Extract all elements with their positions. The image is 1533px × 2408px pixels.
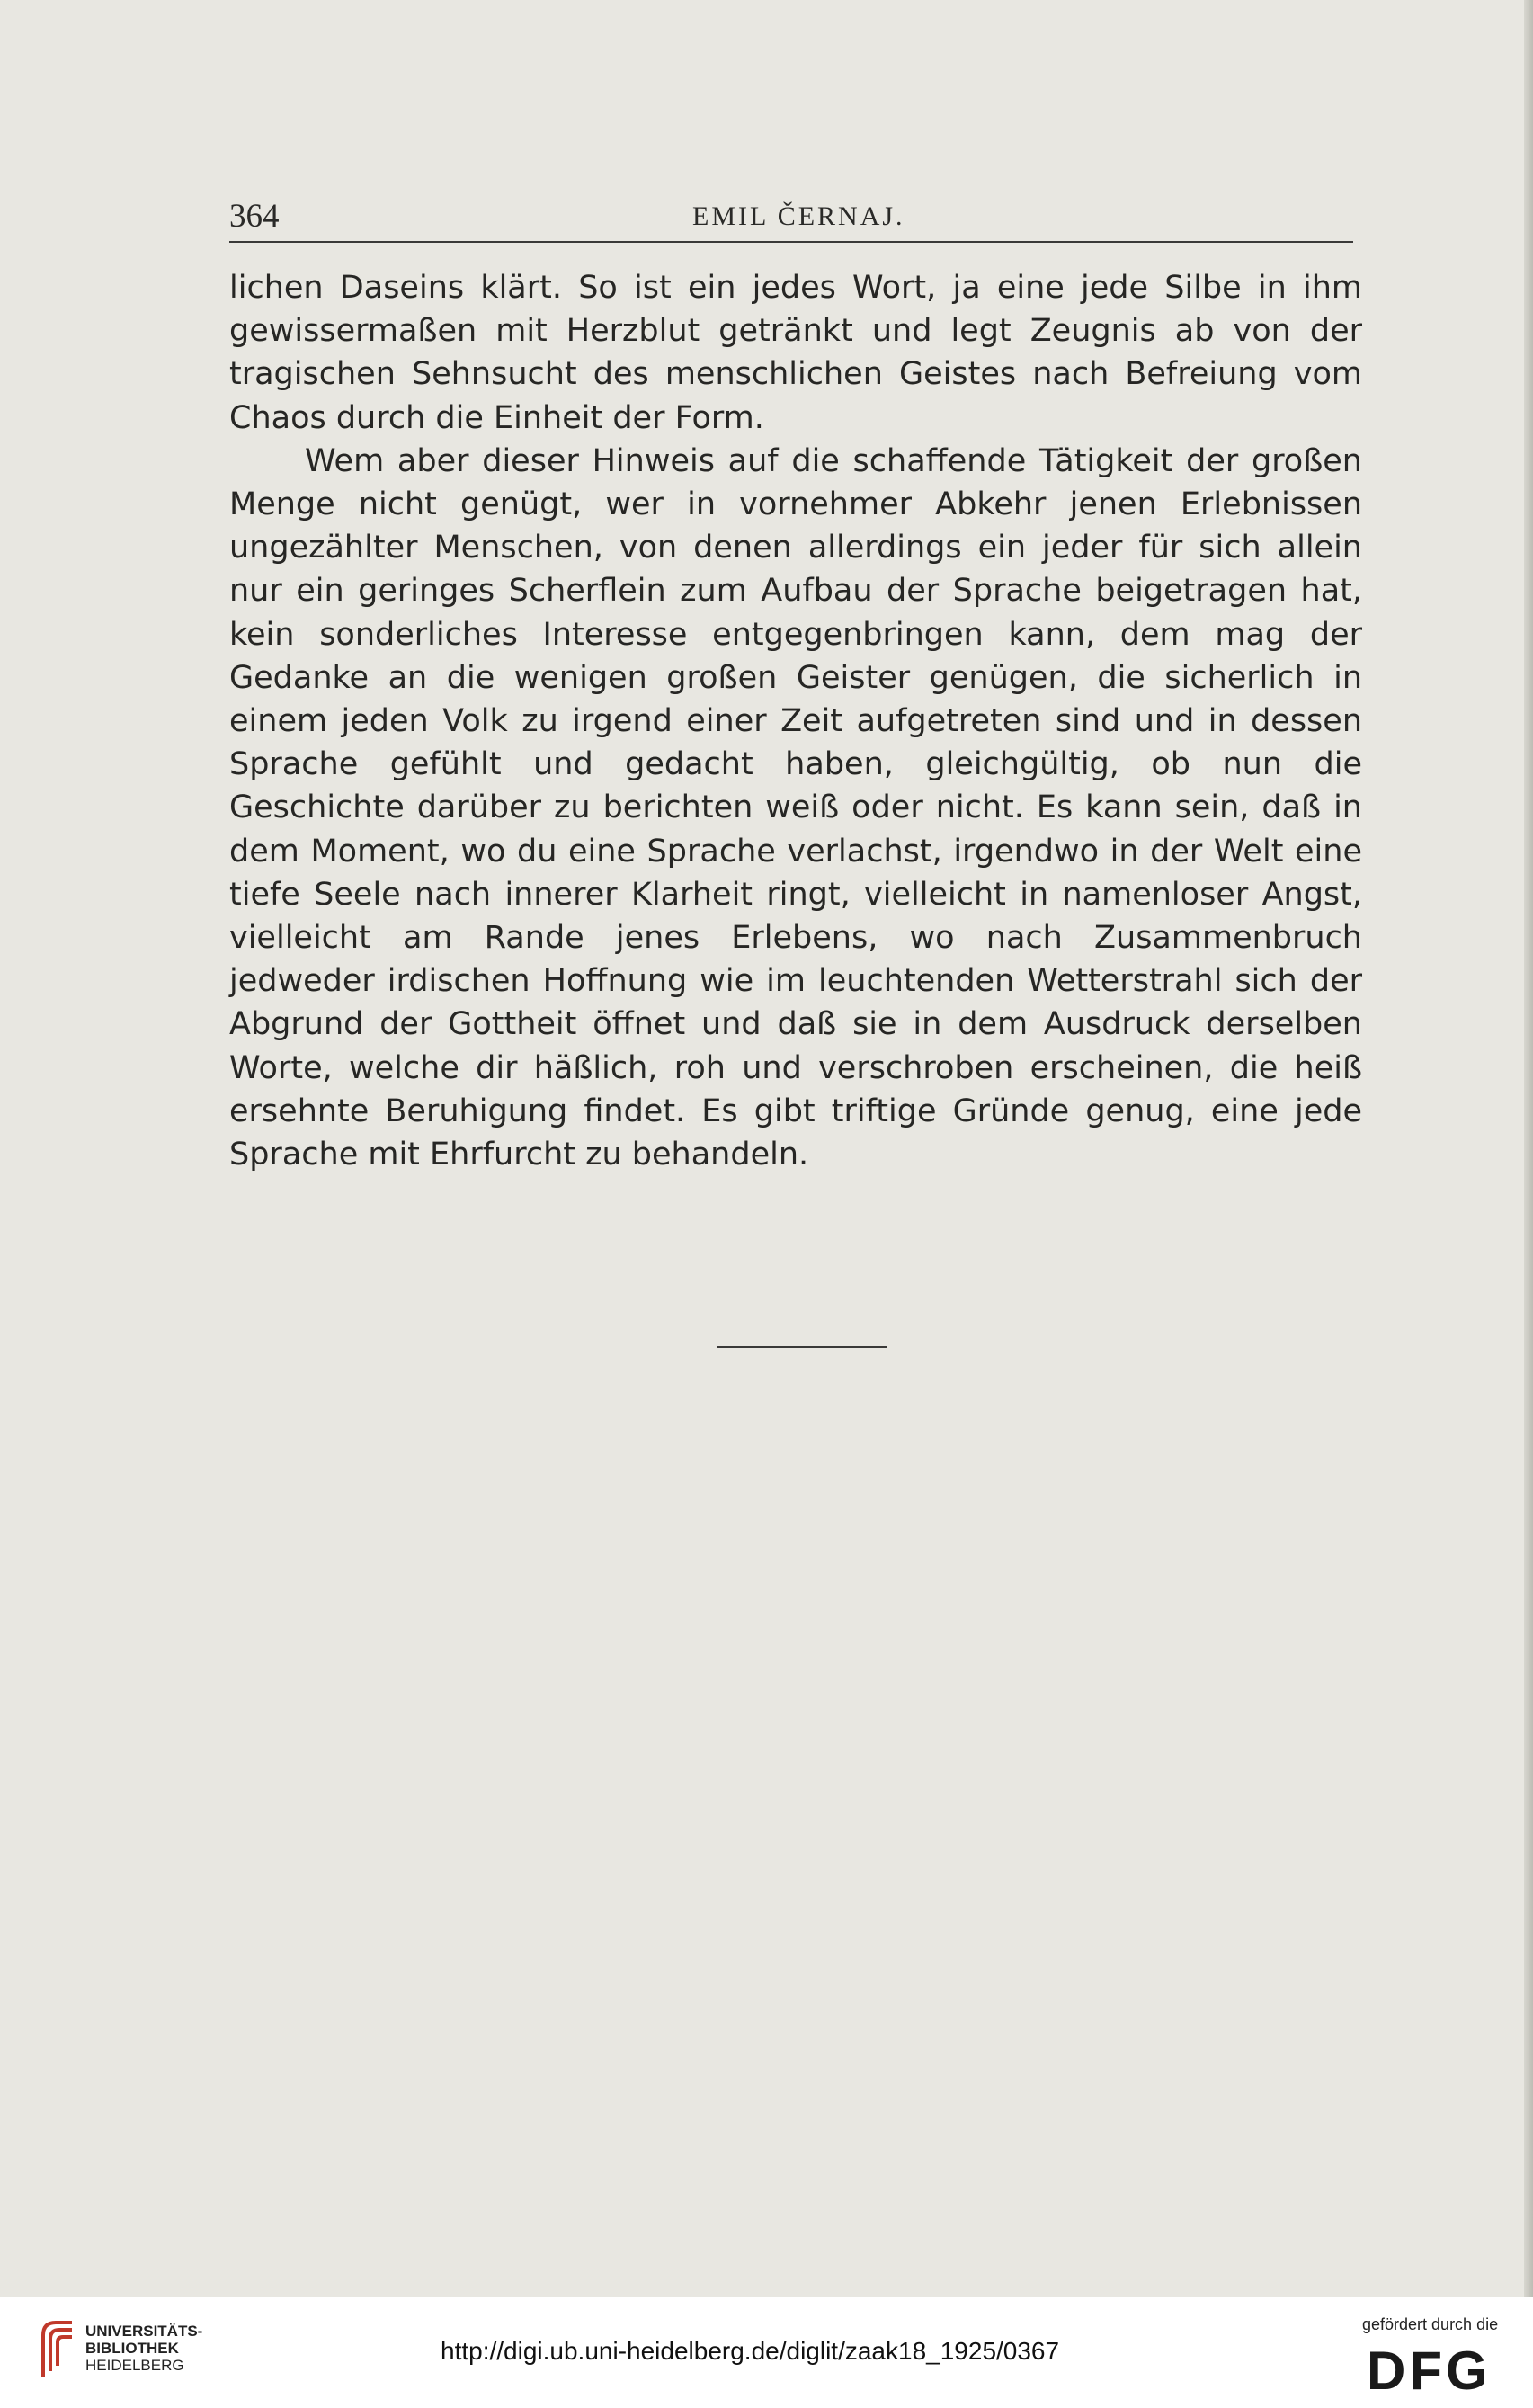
- funding-caption: gefördert durch die: [1362, 2315, 1499, 2333]
- university-library-logo-icon: [36, 2317, 77, 2380]
- library-name-line3: HEIDELBERG: [85, 2357, 184, 2374]
- body-text: [229, 266, 1362, 1176]
- paragraph-2: Wem aber dieser Hinweis auf die schaffende Tätigkeit der großen Menge nicht genügt, wer in vornehmer Abkehr jenen Erlebnissen ungezählter Menschen, von denen allerdings ein jeder für sich allein nur ein geringes Scherflein zum Aufbau der Sprache beigetragen hat, kein sonderliches Interesse entgegenbringen kann, dem mag der Gedanke an die wenigen großen Geister genügen, die sicherlich in einem jeden Volk zu irgend einer Zeit aufgetreten sind und in dessen Sprache gefühlt und gedacht haben, gleichgültig, ob nun die Geschichte darüber zu berichten weiß oder nicht. Es kann sein, daß in dem Moment, wo du eine Sprache verlachst, irgendwo in der Welt eine tiefe Seele nach innerer Klarheit ringt, vielleicht in namenloser Angst, vielleicht am Rande jenes Erlebens, wo nach Zusammenbruch jedweder irdischen Hoffnung wie im leuchtenden Wetterstrahl sich der Abgrund der Gottheit öffnet und daß sie in dem Ausdruck derselben Worte, welche dir häßlich, roh und verschroben erscheinen, die heiß ersehnte Beruhigung findet. Es gibt triftige Gründe genug, eine jede Sprache mit Ehrfurcht zu behandeln.: [229, 442, 1362, 1173]
- footer-bar: [0, 2297, 1533, 2408]
- library-name-line1: UNIVERSITÄTS-: [85, 2323, 203, 2340]
- dfg-logo: DFG: [1367, 2341, 1492, 2401]
- library-name-line2: BIBLIOTHEK: [85, 2340, 179, 2357]
- running-head: EMIL ČERNAJ.: [692, 201, 905, 231]
- section-separator: [717, 1346, 887, 1348]
- page-header: [229, 192, 1353, 243]
- page-edge-shadow: [1524, 0, 1533, 2297]
- library-name: [85, 2323, 202, 2374]
- paragraph-1: lichen Daseins klärt. So ist ein jedes Wort, ja eine jede Silbe in ihm gewissermaßen mit Herzblut getränkt und legt Zeugnis ab von der tragischen Sehnsucht des menschlichen Geistes nach Befreiung vom Chaos durch die Einheit der Form.: [229, 270, 1362, 436]
- page-number: 364: [229, 198, 280, 235]
- source-url-link[interactable]: http://digi.ub.uni-heidelberg.de/diglit/zaak18_1925/0367: [441, 2337, 1060, 2365]
